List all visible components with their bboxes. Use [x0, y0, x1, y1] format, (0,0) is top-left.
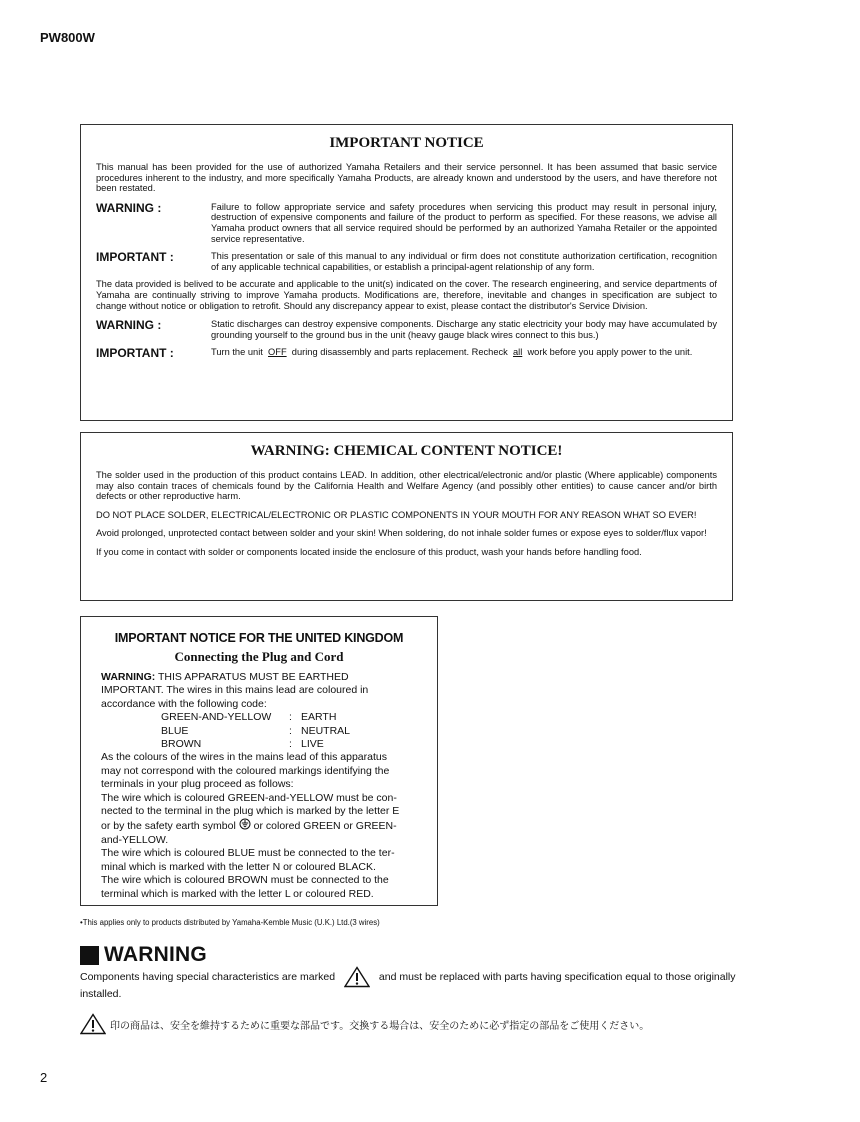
warning-label: WARNING :: [96, 200, 162, 215]
chemical-paragraph: Avoid prolonged, unprotected contact between solder and your skin! When soldering, do not inhale solder fumes or expose eyes to solder/flux vapor!: [96, 528, 707, 539]
components-note: [80, 966, 740, 1001]
uk-line: terminal which is marked with the letter L or coloured RED.: [101, 887, 374, 900]
uk-line: may not correspond with the coloured markings identifying the: [101, 764, 390, 777]
text-segment: and must be replaced with parts having specification equal to those originally installed.: [80, 970, 736, 1000]
warning-title: WARNING: [104, 943, 207, 966]
text-segment: or colored GREEN or GREEN-: [253, 820, 397, 833]
colour-sep: :: [289, 724, 292, 737]
page-number: 2: [40, 1070, 48, 1085]
chemical-notice-box: [80, 432, 733, 601]
colour-sep: :: [289, 738, 292, 751]
chemical-paragraph: DO NOT PLACE SOLDER, ELECTRICAL/ELECTRONIC OR PLASTIC COMPONENTS IN YOUR MOUTH FOR ANY REASON WHAT SO EVER!: [96, 509, 697, 520]
text-segment: Turn the unit: [211, 347, 263, 358]
warning-label: WARNING :: [96, 318, 162, 333]
colour-code-table: [101, 711, 417, 751]
colour-name: BLUE: [161, 724, 189, 737]
text-segment: or by the safety earth symbol: [101, 820, 236, 833]
notice-intro: This manual has been provided for the use of authorized Yamaha Retailers and their service personnel. It has been assumed that basic service procedures inherent to the industry, and more specifically Yamaha Products, are already known and understood by the users, and have therefore not been restated.: [96, 162, 717, 194]
uk-body: [101, 671, 417, 901]
japanese-text: 印の商品は、安全を維持するために重要な部品です。交換する場合は、安全のために必ず指定の部品をご使用ください。: [110, 1020, 650, 1032]
text-segment: Components having special characteristics are marked: [80, 970, 336, 983]
chemical-title: WARNING: CHEMICAL CONTENT NOTICE!: [250, 443, 563, 459]
colour-meaning: LIVE: [301, 738, 324, 751]
warning-row-2: [96, 319, 717, 340]
colour-meaning: EARTH: [301, 711, 337, 724]
turn-off-text: [211, 347, 717, 360]
japanese-note: [80, 1013, 649, 1035]
important-label: IMPORTANT :: [96, 346, 174, 361]
text-segment: work before you apply power to the unit.: [527, 347, 693, 358]
data-paragraph: The data provided is belived to be accurate and applicable to the unit(s) indicated on the cover. The research engineering, and service departments of Yamaha are continually striving to improve Yamaha products. Modifications are, therefore, inevitable and changes in specification are subject to change without notice or obligation to retrofit. Should any discrepancy appear to exist, please contact the distributor's Service Division.: [96, 279, 717, 311]
chemical-paragraph: The solder used in the production of this product contains LEAD. In addition, other electrical/electronic and/or plastic (Where applicable) components may also contain traces of chemicals found by the California Health and Welfare Agency (and possibly other entities) to cause cancer and/or birth defects or other reproductive harm.: [96, 470, 717, 502]
uk-line: As the colours of the wires in the mains lead of this apparatus: [101, 751, 387, 764]
uk-footnote: •This applies only to products distributed by Yamaha-Kemble Music (U.K.) Ltd.(3 wires): [80, 918, 380, 927]
uk-warning-line: [101, 671, 417, 684]
warning-triangle-icon: [344, 966, 370, 988]
uk-line: minal which is marked with the letter N or coloured BLACK.: [101, 860, 376, 873]
static-warning-text: Static discharges can destroy expensive components. Discharge any static electricity your body may have accumulated by grounding yourself to the ground bus in the unit (heavy gauge black wires connect to this bus.): [211, 319, 717, 340]
warning-text: Failure to follow appropriate service and safety procedures when servicing this product may result in personal injury, destruction of expensive components and failure of the product to perform as specified. For these reasons, we advise all Yamaha product owners that all service required should be performed by an authorized Yamaha Retailer or the appointed service representative.: [211, 201, 717, 244]
uk-line: terminals in your plug proceed as follows:: [101, 778, 294, 791]
uk-line: The wire which is coloured GREEN-and-YELLOW must be con-: [101, 791, 397, 804]
warning-heading: [80, 943, 207, 967]
important-row-1: [96, 251, 717, 272]
important-notice-box: [80, 124, 733, 421]
model-name: PW800W: [40, 30, 95, 45]
uk-subtitle: Connecting the Plug and Cord: [174, 649, 344, 664]
uk-notice-box: [80, 616, 438, 906]
warning-row-1: [96, 202, 717, 244]
colour-meaning: NEUTRAL: [301, 724, 351, 737]
colour-sep: :: [289, 711, 292, 724]
uk-line: accordance with the following code:: [101, 697, 267, 710]
chemical-paragraph: If you come in contact with solder or components located inside the enclosure of this product, wash your hands before handling food.: [96, 546, 642, 557]
notice-title: IMPORTANT NOTICE: [329, 135, 484, 151]
text-segment: during disassembly and parts replacement. Recheck: [291, 347, 508, 358]
important-label: IMPORTANT :: [96, 250, 174, 265]
important-row-2: [96, 347, 717, 360]
uk-warning-label: WARNING:: [101, 671, 156, 683]
colour-name: GREEN-AND-YELLOW: [161, 711, 272, 724]
earth-symbol-icon: [239, 818, 251, 830]
colour-name: BROWN: [161, 738, 202, 751]
off-underlined: OFF: [268, 347, 287, 358]
black-square-icon: [80, 946, 99, 965]
uk-line: IMPORTANT. The wires in this mains lead are coloured in: [101, 684, 369, 697]
uk-earth-line: [101, 818, 417, 833]
warning-triangle-icon: [80, 1013, 106, 1035]
important-text: This presentation or sale of this manual to any individual or firm does not constitute authorization certification, recognition of any applicable technical capabilities, or establish a principal-agent relationship of any form.: [211, 251, 717, 272]
uk-line: The wire which is coloured BROWN must be connected to the: [101, 874, 389, 887]
uk-line: nected to the terminal in the plug which is marked by the letter E: [101, 805, 400, 818]
uk-line: The wire which is coloured BLUE must be connected to the ter-: [101, 847, 395, 860]
all-underlined: all: [512, 347, 523, 358]
uk-warning-text: THIS APPARATUS MUST BE EARTHED: [157, 671, 349, 683]
uk-line: and-YELLOW.: [101, 833, 169, 846]
uk-title: IMPORTANT NOTICE FOR THE UNITED KINGDOM: [114, 631, 404, 645]
